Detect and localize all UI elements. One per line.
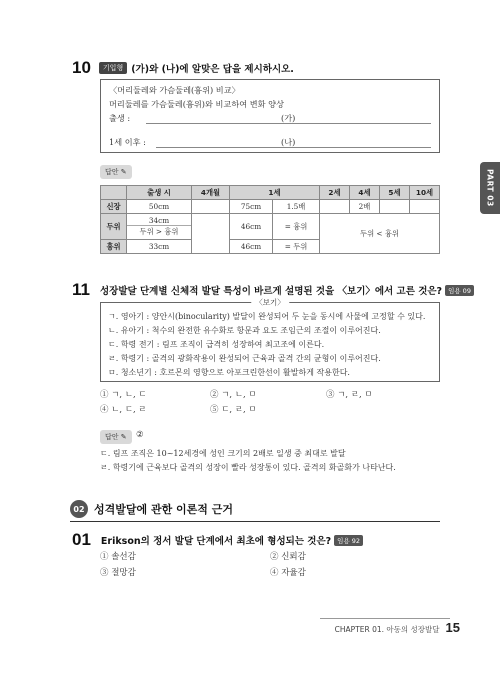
blank-mark-ga: (가) — [281, 113, 296, 123]
box-label-birth: 출생 : — [109, 113, 131, 123]
part-side-tab: PART 03 — [480, 162, 500, 214]
question-number: 01 — [72, 530, 91, 549]
question-10-header — [72, 58, 294, 78]
page-footer — [335, 620, 460, 635]
choice-2: ② ㄱ, ㄴ, ㅁ — [210, 390, 257, 400]
col-10y: 10세 — [410, 186, 440, 200]
table-row: 두위 34cm 두위 > 흉위 46cm = 흉위 두위 < 흉위 — [101, 214, 440, 240]
answer-badge: 답안 ✎ — [100, 430, 132, 444]
footer-divider — [320, 618, 450, 619]
choice-3: ③ 절망감 — [100, 568, 136, 578]
choice-1: ① ㄱ, ㄴ, ㄷ — [100, 390, 147, 400]
explanation-line: ㄹ. 학령기에 근육보다 골격의 성장이 빨라 성장통이 있다. 골격의 화골화가 나타난다. — [100, 463, 396, 472]
question-10-box — [100, 79, 440, 153]
question-type-tag: 기입형 — [99, 62, 127, 74]
question-text: Erikson의 정서 발달 단계에서 최초에 형성되는 것은? — [100, 536, 332, 547]
growth-table — [100, 185, 440, 254]
explanation-line: ㄷ. 림프 조직은 10~12세경에 성인 크기의 2배로 일생 중 최대로 발달 — [100, 449, 346, 458]
box-label-after-1y: 1세 이후 : — [109, 137, 146, 147]
bogi-item: ㄴ. 유아기 : 척수의 완전한 유수화로 항문과 요도 조임근의 조절이 이루어진다. — [108, 326, 381, 335]
question-number: 10 — [72, 58, 91, 77]
choice-2: ② 신뢰감 — [270, 552, 306, 562]
page-number: 15 — [445, 620, 460, 635]
col-1y: 1세 — [230, 186, 320, 200]
exam-tag: 임용 09 — [445, 285, 474, 296]
chapter-label: CHAPTER 01. 아동의 성장발달 — [334, 625, 440, 634]
box-line: 머리둘레를 가슴둘레(흉위)와 비교하여 변화 양상 — [109, 99, 284, 109]
blank-mark-na: (나) — [281, 137, 296, 147]
bogi-box — [100, 298, 440, 382]
bogi-item: ㄹ. 학령기 : 골격의 광화작용이 완성되어 근육과 골격 간의 균형이 이루어진다. — [108, 354, 381, 363]
col-5y: 5세 — [380, 186, 410, 200]
bogi-item: ㄱ. 영아기 : 양안시(binocularity) 발달이 완성되어 두 눈을 동시에 사물에 고정할 수 있다. — [108, 312, 426, 321]
question-number: 11 — [72, 280, 90, 299]
answer-value: ② — [136, 430, 144, 440]
col-4m: 4개월 — [192, 186, 230, 200]
col-2y: 2세 — [320, 186, 350, 200]
bogi-title: 〈보기〉 — [251, 297, 289, 308]
exam-tag: 임용 92 — [334, 535, 363, 546]
section-number: 02 — [70, 500, 88, 518]
table-header-row — [101, 186, 440, 200]
choice-4: ④ ㄴ, ㄷ, ㄹ — [100, 405, 147, 415]
bogi-item: ㄷ. 학령 전기 : 림프 조직이 급격히 성장하여 최고조에 이른다. — [108, 340, 325, 349]
box-title: 〈머리둘레와 가슴둘레(흉위) 비교〉 — [109, 85, 240, 95]
bogi-item: ㅁ. 청소년기 : 호르몬의 영향으로 아포크린한선이 활발하게 작용한다. — [108, 368, 350, 377]
table-row: 흉위 33cm 46cm = 두위 — [101, 240, 440, 254]
section-divider — [70, 521, 440, 522]
table-row: 신장 50cm 75cm 1.5배 2배 — [101, 200, 440, 214]
head-vs-chest-cell: 두위 < 흉위 — [320, 214, 440, 254]
choice-4: ④ 자율감 — [270, 568, 306, 578]
choice-5: ⑤ ㄷ, ㄹ, ㅁ — [210, 405, 257, 415]
question-01-header — [72, 530, 363, 550]
section-title: 성격발달에 관한 이론적 근거 — [94, 503, 233, 516]
question-text: 성장발달 단계별 신체적 발달 특성이 바르게 설명된 것을 〈보기〉에서 고른 것은? — [99, 286, 443, 297]
question-text: (가)와 (나)에 알맞은 답을 제시하시오. — [131, 64, 294, 75]
section-header — [70, 500, 233, 518]
choice-3: ③ ㄱ, ㄹ, ㅁ — [326, 390, 373, 400]
col-birth: 출생 시 — [127, 186, 192, 200]
col-4y: 4세 — [350, 186, 380, 200]
answer-badge: 답안 ✎ — [100, 165, 132, 179]
choice-1: ① 솔선감 — [100, 552, 136, 562]
